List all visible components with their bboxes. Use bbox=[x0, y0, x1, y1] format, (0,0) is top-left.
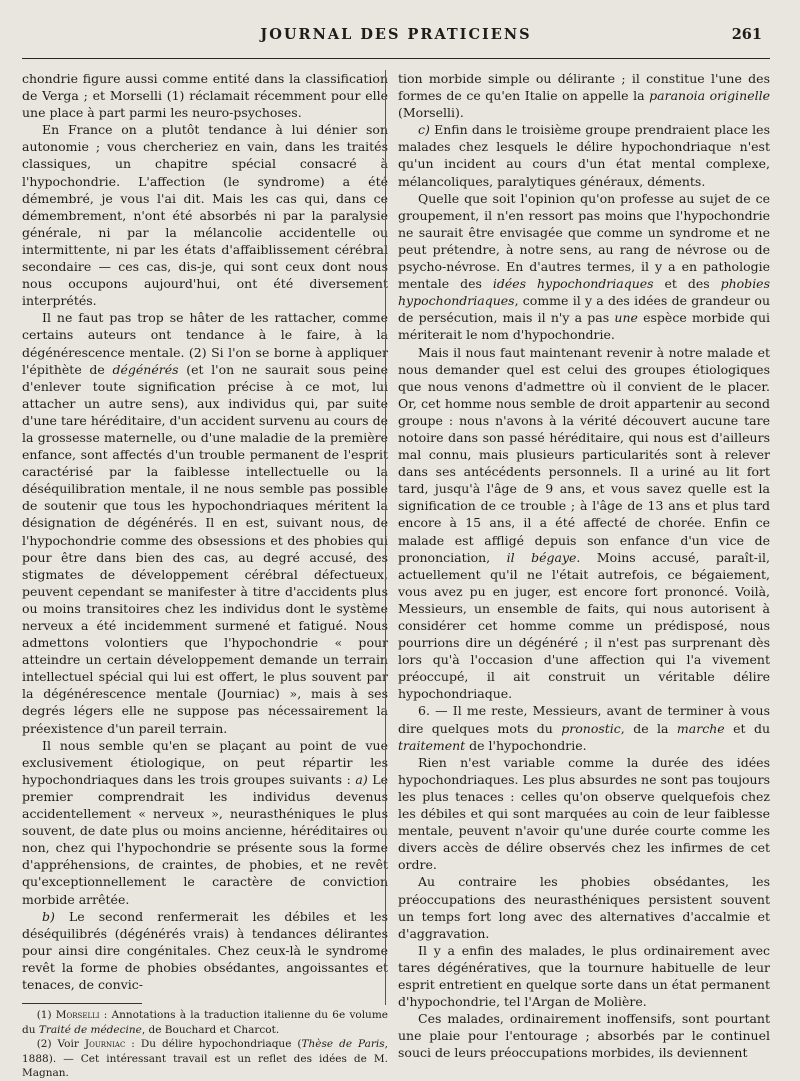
paragraph: Il y a enfin des malades, le plus ordinairement avec tares dégénératives, que la tournure habituelle de leur esprit entretient en quelque sorte dans un état permanent d'hypochondrie, tel l'Argan de Molière. bbox=[398, 942, 770, 1010]
footnote-2: (2) Voir Journiac : Du délire hypochondriaque (Thèse de Paris, 1888). — Cet intéressant travail est un reflet des idées de M. Magnan. bbox=[22, 1038, 388, 1080]
paragraph: Il ne faut pas trop se hâter de les rattacher, comme certains auteurs ont tendance à le faire, à la dégénérescence mentale. (2) Si l'on se borne à appliquer l'épithète de dégénérés (et l'on ne saurait sous peine d'enlever toute signification précise à ce mot, lui attacher un autre sens), aux individus qui, par suite d'une tare héréditaire, d'un accident survenu au cours de la grossesse maternelle, ou d'une maladie de la première enfance, sont affectés d'un trouble permanent de l'esprit caractérisé par la faiblesse intellectuelle ou la déséquilibration mentale, il ne nous semble pas possible de soutenir que tous les hypochondriaques méritent la désignation de dégénérés. Il en est, suivant nous, de l'hypochondrie comme des obsessions et des phobies qui pour être dans bien des cas, au degré accusé, des stigmates de développement cérébral défectueux, peuvent cependant se manifester à titre d'accidents plus ou moins transitoires chez les individus dont le système nerveux a été incidemment surmené et fatigué. Nous admettons volontiers que l'hypochondrie « pour atteindre un certain développement demande un terrain intellectuel spécial qui lui est offert, le plus souvent par la dégénérescence mentale (Journiac) », mais à ses degrés légers elle ne suppose pas nécessairement la préexistence d'un pareil terrain. bbox=[22, 310, 388, 736]
header-rule bbox=[22, 58, 770, 59]
page-number: 261 bbox=[731, 26, 762, 43]
paragraph: Rien n'est variable comme la durée des idées hypochondriaques. Les plus absurdes ne sont pas toujours les plus tenaces : celles qu'on observe quelquefois chez les débiles et qui sont marquées au coin de leur faiblesse mentale, peuvent n'avoir qu'une durée courte comme les divers accès de délire observés chez les infirmes de cet ordre. bbox=[398, 754, 770, 873]
page-header bbox=[22, 26, 770, 48]
paragraph: Il nous semble qu'en se plaçant au point de vue exclusivement étiologique, on peut répartir les hypochondriaques dans les trois groupes suivants : a) Le premier comprendrait les individus devenus accidentellement « nerveux », neurasthéniques le plus souvent, de date plus ou moins ancienne, héréditaires ou non, chez qui l'hypochondrie se présente sous la forme d'appréhensions, de craintes, de phobies, et ne revêt qu'exceptionnellement le caractère de conviction morbide arrêtée. bbox=[22, 737, 389, 907]
footnote-rule bbox=[22, 1003, 142, 1004]
paragraph: b) Le second renfermerait les débiles et les déséquilibrés (dégénérés vrais) à tendances délirantes pour ainsi dire congénitales. Chez ceux-là le syndrome revêt la forme de phobies obsédantes, angoissantes et tenaces, de convic- bbox=[22, 908, 388, 992]
paragraph: Ces malades, ordinairement inoffensifs, sont pourtant une plaie pour l'entourage ; absorbés par le continuel souci de leurs préoccupations morbides, ils deviennent bbox=[398, 1011, 770, 1061]
paragraph: chondrie figure aussi comme entité dans la classification de Verga ; et Morselli (1) réclamait récemment pour elle une place à part parmi les neuro-psychoses. bbox=[22, 71, 388, 121]
paragraph: Au contraire les phobies obsédantes, les préoccupations des neurasthéniques persistent souvent un temps fort long avec des alternatives d'accalmie et d'aggravation. bbox=[398, 874, 770, 941]
paragraph: c) Enfin dans le troisième groupe prendraient place les malades chez lesquels le délire hypochondriaque n'est qu'un incident au cours d'un état mental complexe, mélancoliques, paralytiques généraux, déments. bbox=[398, 122, 770, 189]
footnote-1: (1) Morselli : Annotations à la traduction italienne du 6e volume du Traité de médecine, de Bouchard et Charcot. bbox=[22, 1009, 388, 1036]
paragraph: tion morbide simple ou délirante ; il constitue l'une des formes de ce qu'en Italie on appelle la paranoia originelle (Morselli). bbox=[398, 71, 770, 121]
right-column bbox=[398, 70, 770, 1061]
paragraph: En France on a plutôt tendance à lui dénier son autonomie ; vous chercheriez en vain, dans les traités classiques, un chapitre spécial consacré à l'hypochondrie. L'affection (le syndrome) a été démembré, je vous l'ai dit. Mais les cas qui, dans ce démembrement, n'ont été absorbés ni par la paralysie générale, ni par la mélancolie accidentelle ou intermittente, ni par les états d'affaiblissement cérébral secondaire — ces cas, dis-je, qui sont ceux dont nous nous occupons aujourd'hui, ont été diversement interprétés. bbox=[22, 122, 388, 309]
running-title: JOURNAL DES PRATICIENS bbox=[260, 26, 532, 43]
left-column bbox=[22, 70, 388, 1081]
paragraph: Quelle que soit l'opinion qu'on professe au sujet de ce groupement, il n'en ressort pas moins que l'hypochondrie ne saurait être envisagée que comme un syndrome et ne peut prétendre, à notre sens, au rang de névrose ou de psycho-névrose. En d'autres termes, il y a en pathologie mentale des idées hypochondriaques et des phobies hypochondriaques, comme il y a des idées de grandeur ou de persécution, mais il n'y a pas une espèce morbide qui mériterait le nom d'hypochondrie. bbox=[398, 190, 770, 343]
paragraph: Mais il nous faut maintenant revenir à notre malade et nous demander quel est celui des groupes étiologiques que nous venons d'admettre où il convient de le placer. Or, cet homme nous semble de droit appartenir au second groupe : nous n'avons à la vérité découvert aucune tare notoire dans son passé héréditaire, qui nous est d'ailleurs mal connu, mais plusieurs particularités sont à relever dans ses antécédents personnels. Il a uriné au lit fort tard, jusqu'à l'âge de 9 ans, et vous savez quelle est la signification de ce trouble ; à l'âge de 13 ans et plus tard encore à 15 ans, il a été affecté de chorée. Enfin ce malade est affligé depuis son enfance d'un vice de prononciation, il bégaye. Moins accusé, paraît-il, actuellement qu'il ne l'était autrefois, ce bégaiement, vous avez pu en juger, est encore fort prononcé. Voilà, Messieurs, un ensemble de faits, qui nous autorisent à considérer cet homme comme un prédisposé, nous pourrions dire un dégénéré ; il n'est pas surprenant dès lors qu'à l'occasion d'une affection qui l'a vivement préoccupé, il ait construit un véritable délire hypochondriaque. bbox=[398, 344, 770, 702]
footnotes bbox=[22, 1008, 388, 1081]
column-divider bbox=[385, 70, 386, 1005]
paragraph: 6. — Il me reste, Messieurs, avant de terminer à vous dire quelques mots du pronostic, de la marche et du traitement de l'hypochondrie. bbox=[398, 703, 770, 753]
